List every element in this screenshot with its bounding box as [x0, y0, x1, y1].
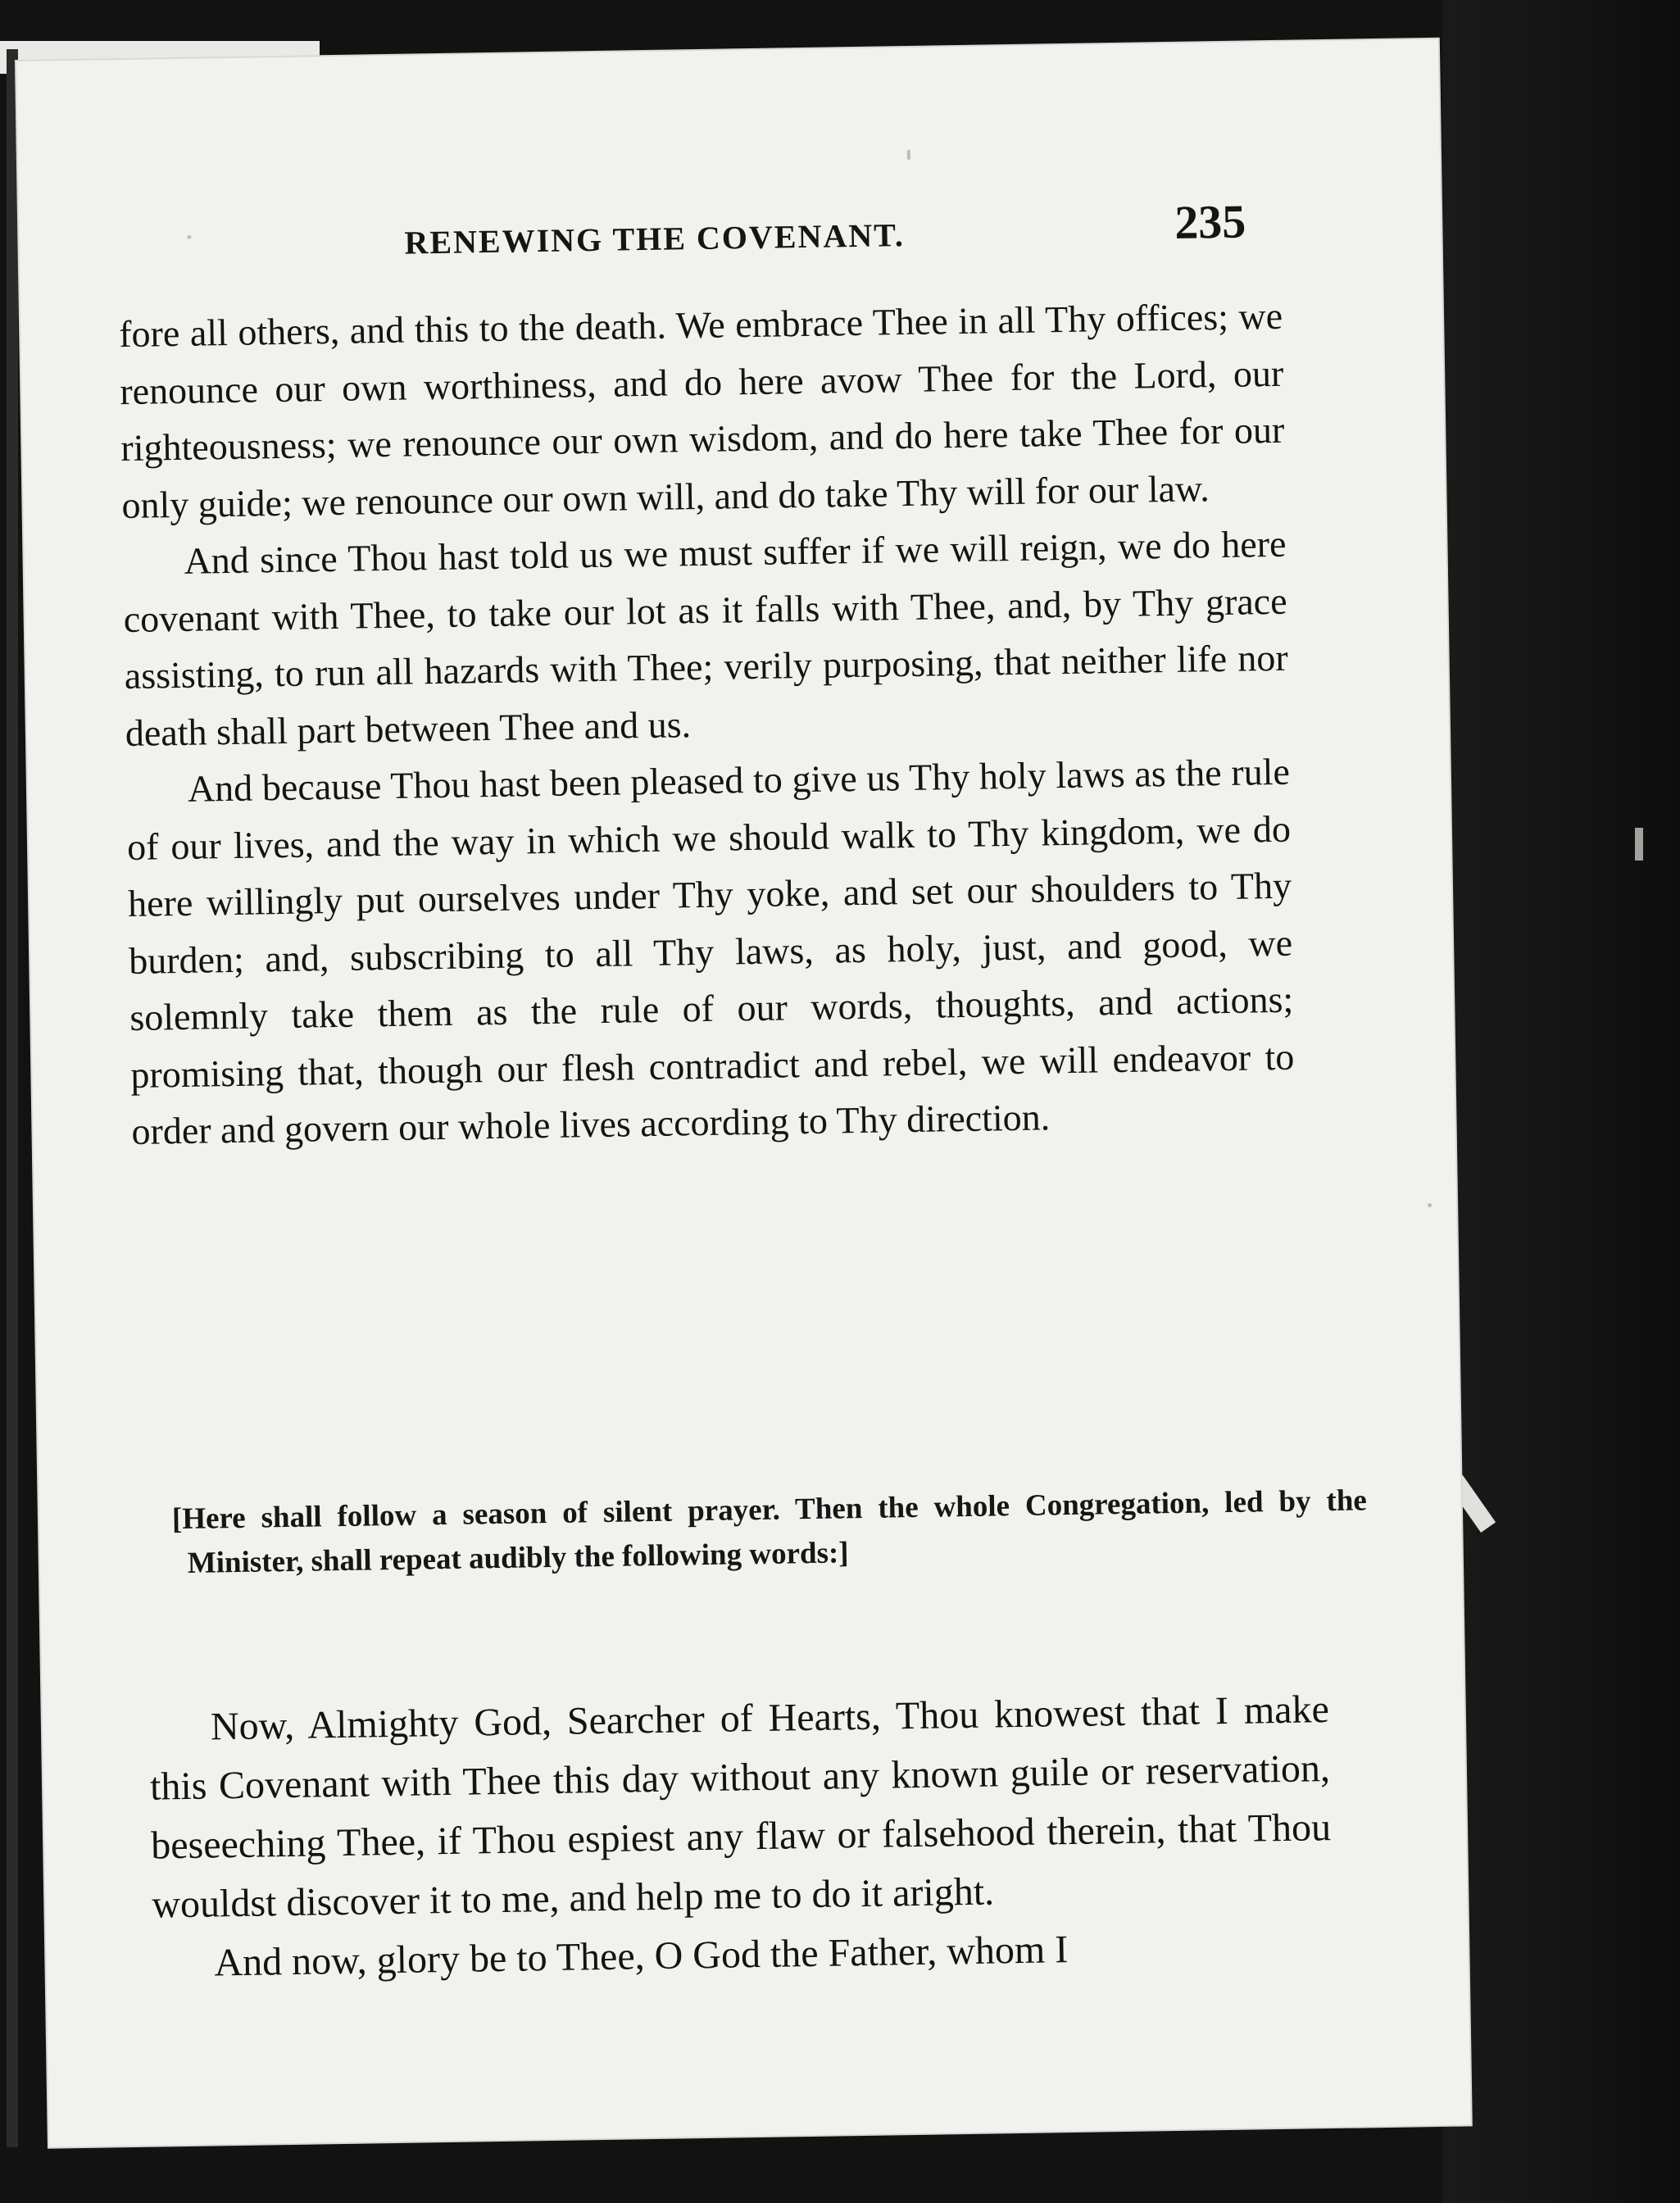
rubric-instruction: [Here shall follow a season of silent prayer. Then the whole Congregation, led by the Minister, shall repeat audibly the following words:]: [171, 1483, 1368, 1580]
paragraph: And since Thou hast told us we must suffer if we will reign, we do here covenant with Thee, to take our lot as it falls with Thee, and, by Thy grace assisting, to run all hazards with Thee; verily purposing, that neither life nor death shall part between Thee and us.: [123, 522, 1289, 754]
paragraph: Now, Almighty God, Searcher of Hearts, Thou knowest that I make this Covenant with Thee this day without any known guile or reservation, beseeching Thee, if Thou espiest any flaw or falsehood therein, that Thou wouldst discover it to me, and help me to do it aright.: [149, 1687, 1332, 1927]
prayer-text: [148, 1680, 1333, 1994]
paper-speck: [907, 150, 910, 160]
running-head: RENEWING THE COVENANT.: [404, 216, 906, 261]
book-page: [16, 39, 1471, 2147]
book-page-edge: [7, 49, 18, 2147]
paragraph: fore all others, and this to the death. We embrace Thee in all Thy offices; we renounce our own worthiness, and do here avow Thee for the Lord, our righteousness; we renounce our own wisdom, and do here take Thee for our only guide; we renounce our own will, and do take Thy will for our law.: [118, 294, 1285, 526]
paper-speck: [1428, 1203, 1432, 1207]
paragraph: And because Thou hast been pleased to give us Thy holy laws as the rule of our lives, and the way in which we should walk to Thy kingdom, we do here willingly put ourselves under Thy yoke, and set our shoulders to Thy burden; and, subscribing to all Thy laws, as holy, just, and good, we solemnly take them as the rule of our words, thoughts, and actions; promising that, though our flesh contradict and rebel, we will endeavor to order and govern our whole lives according to Thy direction.: [126, 750, 1295, 1152]
scan-dark-margin: [1442, 0, 1680, 2203]
page-number: 235: [1174, 194, 1246, 249]
paragraph: And now, glory be to Thee, O God the Father, whom I: [214, 1928, 1069, 1985]
body-text: [119, 288, 1296, 1161]
torn-edge-mark: [1635, 828, 1643, 861]
paper-speck: [187, 235, 191, 239]
